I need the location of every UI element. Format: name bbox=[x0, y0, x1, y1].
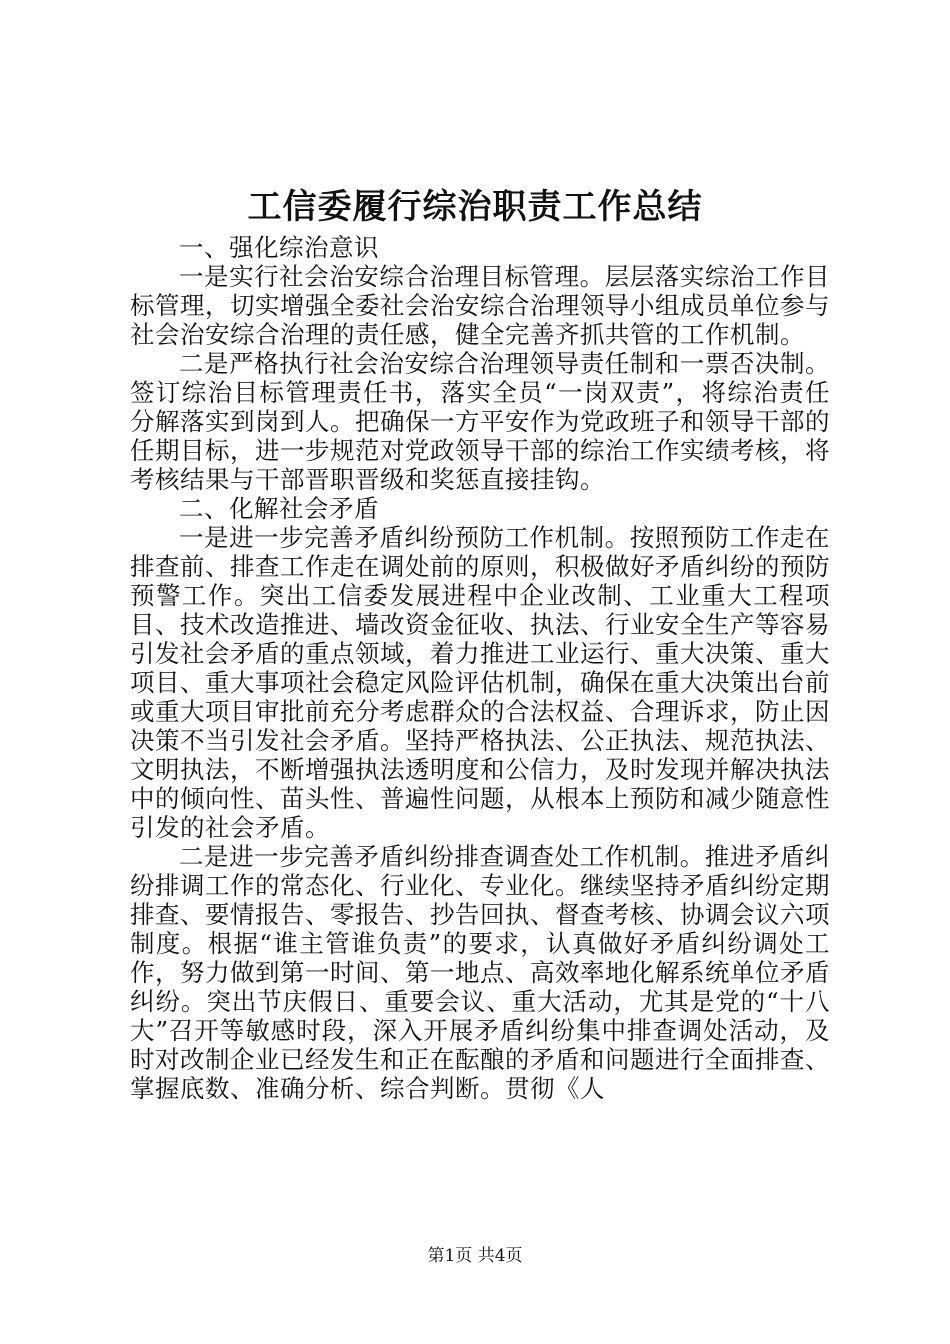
paragraph: 一是进一步完善矛盾纠纷预防工作机制。按照预防工作走在排查前、排查工作走在调处前的原则，积极做好矛盾纠纷的预防预警工作。突出工信委发展进程中企业改制、工业重大工程项目、技术改造推进、墙改资金征收、执法、行业安全生产等容易引发社会矛盾的重点领域，着力推进工业运行、重大决策、重大项目、重大事项社会稳定风险评估机制，确保在重大决策出台前或重大项目审批前充分考虑群众的合法权益、合理诉求，防止因决策不当引发社会矛盾。坚持严格执法、公正执法、规范执法、文明执法，不断增强执法透明度和公信力，及时发现并解决执法中的倾向性、苗头性、普遍性问题，从根本上预防和减少随意性引发的社会矛盾。 bbox=[130, 523, 830, 842]
page-footer: 第1页 共4页 bbox=[427, 1246, 523, 1266]
document-title: 工信委履行综治职责工作总结 bbox=[247, 187, 703, 227]
paragraph: 一是实行社会治安综合治理目标管理。层层落实综治工作目标管理，切实增强全委社会治安综合治理领导小组成员单位参与社会治安综合治理的责任感，健全完善齐抓共管的工作机制。 bbox=[130, 262, 830, 349]
document-body bbox=[130, 233, 830, 1103]
section-heading: 二、化解社会矛盾 bbox=[179, 494, 379, 523]
paragraph: 二是进一步完善矛盾纠纷排查调查处工作机制。推进矛盾纠纷排调工作的常态化、行业化、专业化。继续坚持矛盾纠纷定期排查、要情报告、零报告、抄告回执、督查考核、协调会议六项制度。根据“谁主管谁负责”的要求，认真做好矛盾纠纷调处工作，努力做到第一时间、第一地点、高效率地化解系统单位矛盾纠纷。突出节庆假日、重要会议、重大活动，尤其是党的“十八大”召开等敏感时段，深入开展矛盾纠纷集中排查调处活动，及时对改制企业已经发生和正在酝酿的矛盾和问题进行全面排查、掌握底数、准确分析、综合判断。贯彻《人 bbox=[130, 842, 830, 1103]
section-heading: 一、强化综治意识 bbox=[179, 233, 379, 262]
paragraph: 二是严格执行社会治安综合治理领导责任制和一票否决制。签订综治目标管理责任书，落实全员“一岗双责”，将综治责任分解落实到岗到人。把确保一方平安作为党政班子和领导干部的任期目标，进一步规范对党政领导干部的综治工作实绩考核，将考核结果与干部晋职晋级和奖惩直接挂钩。 bbox=[130, 349, 830, 494]
